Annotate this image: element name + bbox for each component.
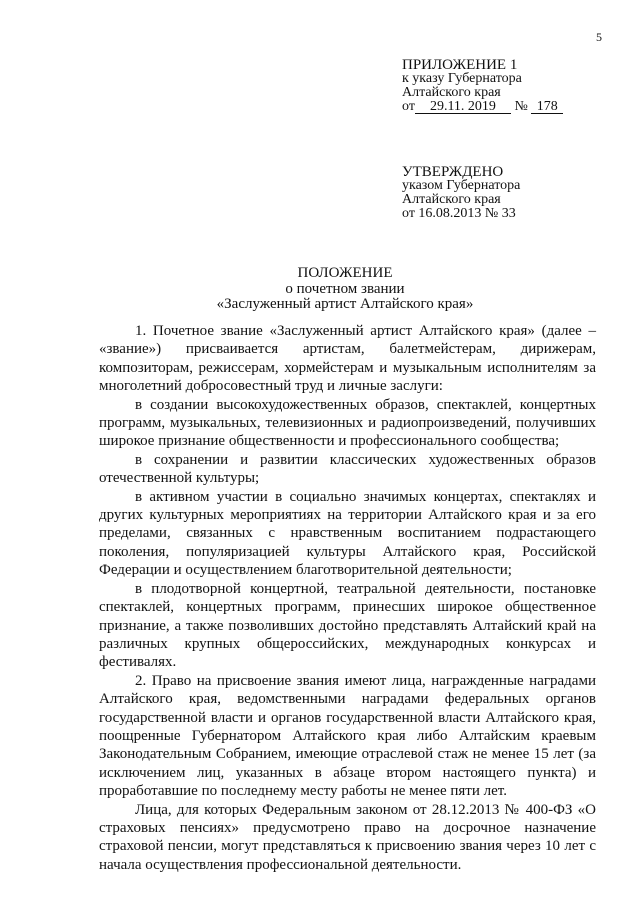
annex-number-label: № (514, 99, 528, 114)
approved-line-date: от 16.08.2013 № 33 (402, 206, 516, 221)
paragraph-3: в сохранении и развитии классических художественных образов отечественной культуры; (99, 451, 596, 487)
annex-line-region: Алтайского края (402, 85, 501, 100)
annex-date-line (402, 100, 563, 114)
annex-line-decree: к указу Губернатора (402, 71, 522, 86)
approved-block (402, 165, 520, 221)
approved-line-region: Алтайского края (402, 192, 501, 207)
heading-subtitle: о почетном звании (285, 280, 405, 297)
document-body (99, 322, 596, 874)
approved-title: УТВЕРЖДЕНО (402, 164, 504, 180)
annex-title: ПРИЛОЖЕНИЕ 1 (402, 57, 518, 73)
paragraph-2: в создании высокохудожественных образов, спектаклей, концертных программ, музыкальных, телевизионных и радиопроизведений, получивших широкое признание общественности и профессионального сообщества; (99, 396, 596, 450)
heading-award-name: «Заслуженный артист Алтайского края» (216, 296, 474, 312)
heading-title: ПОЛОЖЕНИЕ (297, 265, 393, 281)
annex-date: 29.11. 2019 (415, 100, 511, 114)
paragraph-4: в активном участии в социально значимых концертах, спектаклях и других культурных мероприятиях на территории Алтайского края и за его пределами, связанных с нравственным воспитанием подрастающего поколения, популяризацией культуры Алтайского края, Российской Федерации и осуществлением благотворительной деятельности; (99, 488, 596, 579)
annex-number: 178 (531, 100, 563, 114)
paragraph-7: Лица, для которых Федеральным законом от 28.12.2013 № 400-ФЗ «О страховых пенсиях» предусмотрено право на досрочное назначение страховой пенсии, могут представляться к присвоению звания через 10 лет с начала осуществления профессиональной деятельности. (99, 801, 596, 873)
paragraph-1: 1. Почетное звание «Заслуженный артист Алтайского края» (далее – «звание») присваивается артистам, балетмейстерам, дирижерам, композиторам, режиссерам, хормейстерам и музыкальным исполнителям за многолетний добросовестный труд и личные заслуги: (99, 323, 596, 395)
paragraph-6: 2. Право на присвоение звания имеют лица, награжденные наградами Алтайского края, ведомственными наградами федеральных органов государственной власти и органов государственной власти Алтайского края, поощренные Губернатором Алтайского края либо Алтайским краевым Законодательным Собранием, имеющие отраслевой стаж не менее 15 лет (за исключением лиц, указанных в абзаце втором настоящего пункта) и проработавшие по последнему месту работы не менее пяти лет. (99, 672, 596, 800)
page-number: 5 (596, 30, 602, 44)
paragraph-5: в плодотворной концертной, театральной деятельности, постановке спектаклей, концертных программ, принесших широкое общественное признание, а также позволивших достойно представлять Алтайский край на различных крупных общероссийских, международных конкурсах и фестивалях. (99, 580, 596, 671)
approved-line-decree: указом Губернатора (402, 178, 521, 193)
annex-from-label: от (402, 99, 415, 114)
document-heading (0, 266, 640, 313)
annex-block (402, 58, 563, 114)
